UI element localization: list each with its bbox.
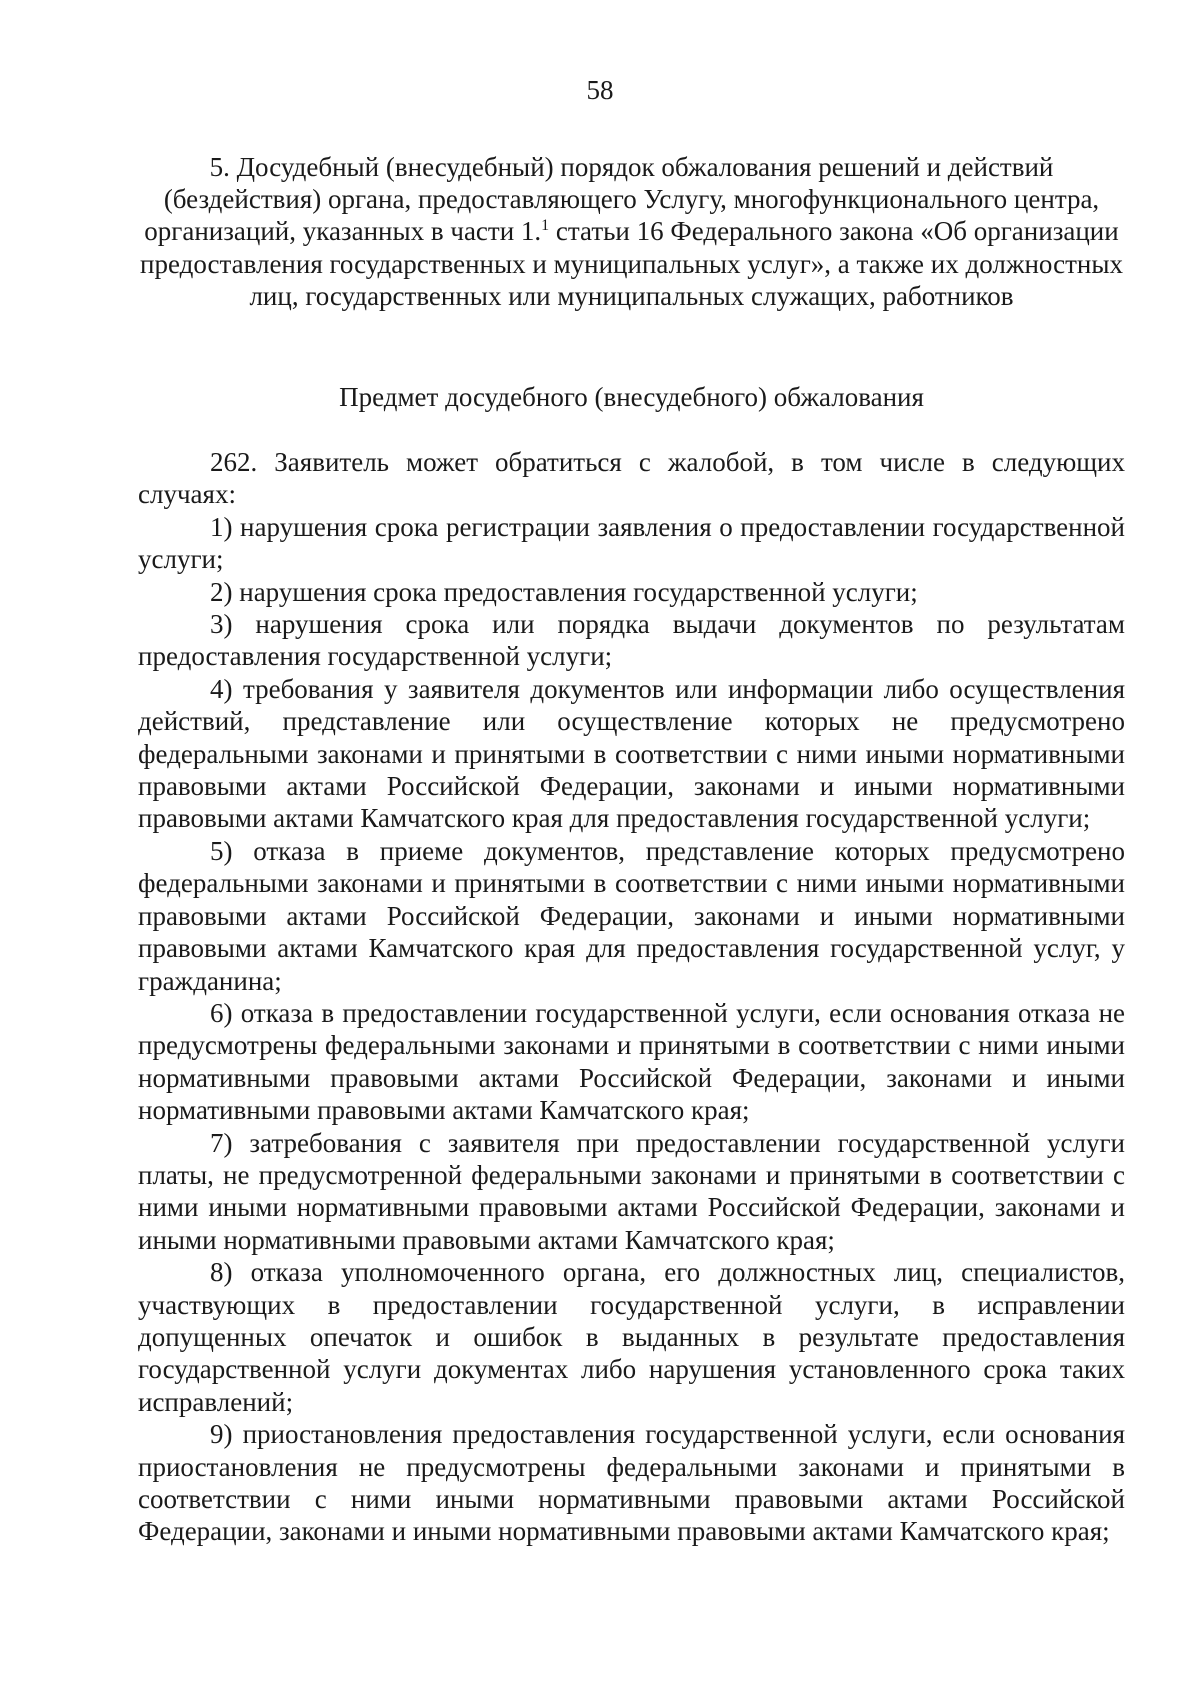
list-item-7: 7) затребования с заявителя при предоставлении государственной услуги платы, не предусмотренной федеральными законами и принятыми в соответствии с ними иными нормативными правовыми актами Российской Федерации, законами и иными нормативными правовыми актами Камчатского края;: [138, 1127, 1125, 1255]
list-item-5: 5) отказа в приеме документов, представление которых предусмотрено федеральными законами и принятыми в соответствии с ними иными нормативными правовыми актами Российской Федерации, законами и иными нормативными правовыми актами Камчатского края для предоставления государственной услуг, у гражданина;: [138, 835, 1125, 996]
section-heading: [138, 151, 1125, 312]
section-heading-text-end: статьи 16 Федерального закона «Об организации предоставления государственных и муниципальных услуг», а также их должностных лиц, государственных или муниципальных служащих, работников: [140, 216, 1123, 311]
list-item-4: 4) требования у заявителя документов или информации либо осуществления действий, представление или осуществление которых не предусмотрено федеральными законами и принятыми в соответствии с ними иными нормативными правовыми актами Российской Федерации, законами и иными нормативными правовыми актами Камчатского края для предоставления государственной услуги;: [138, 673, 1125, 834]
list-item-6: 6) отказа в предоставлении государственной услуги, если основания отказа не предусмотрены федеральными законами и принятыми в соответствии с ними иными нормативными правовыми актами Российской Федерации, законами и иными нормативными правовыми актами Камчатского края;: [138, 997, 1125, 1126]
subsection-heading: Предмет досудебного (внесудебного) обжалования: [339, 382, 924, 412]
section-heading-text-start: 5. Досудебный (внесудебный) порядок обжалования решений и действий (бездействия) органа, предоставляющего Услугу, многофункционального центра, организаций, указанных в части 1.: [144, 152, 1100, 247]
list-item-9: 9) приостановления предоставления государственной услуги, если основания приостановления не предусмотрены федеральными законами и принятыми в соответствии с ними иными нормативными правовыми актами Российской Федерации, законами и иными нормативными правовыми актами Камчатского края;: [138, 1419, 1125, 1547]
page-number: 58: [586, 75, 614, 105]
body-text: [138, 446, 1125, 1548]
section-heading-superscript: 1: [541, 217, 550, 235]
list-item-3: 3) нарушения срока или порядка выдачи документов по результатам предоставления государственной услуги;: [138, 609, 1125, 672]
list-item-1: 1) нарушения срока регистрации заявления о предоставлении государственной услуги;: [138, 511, 1125, 575]
list-item-8: 8) отказа уполномоченного органа, его должностных лиц, специалистов, участвующих в предоставлении государственной услуги, в исправлении допущенных опечаток и ошибок в выданных в результате предоставления государственной услуги документах либо нарушения установленного срока таких исправлений;: [138, 1257, 1125, 1417]
list-item-2: 2) нарушения срока предоставления государственной услуги;: [210, 576, 918, 607]
paragraph-262-intro: 262. Заявитель может обратиться с жалобой, в том числе в следующих случаях:: [138, 447, 1125, 510]
